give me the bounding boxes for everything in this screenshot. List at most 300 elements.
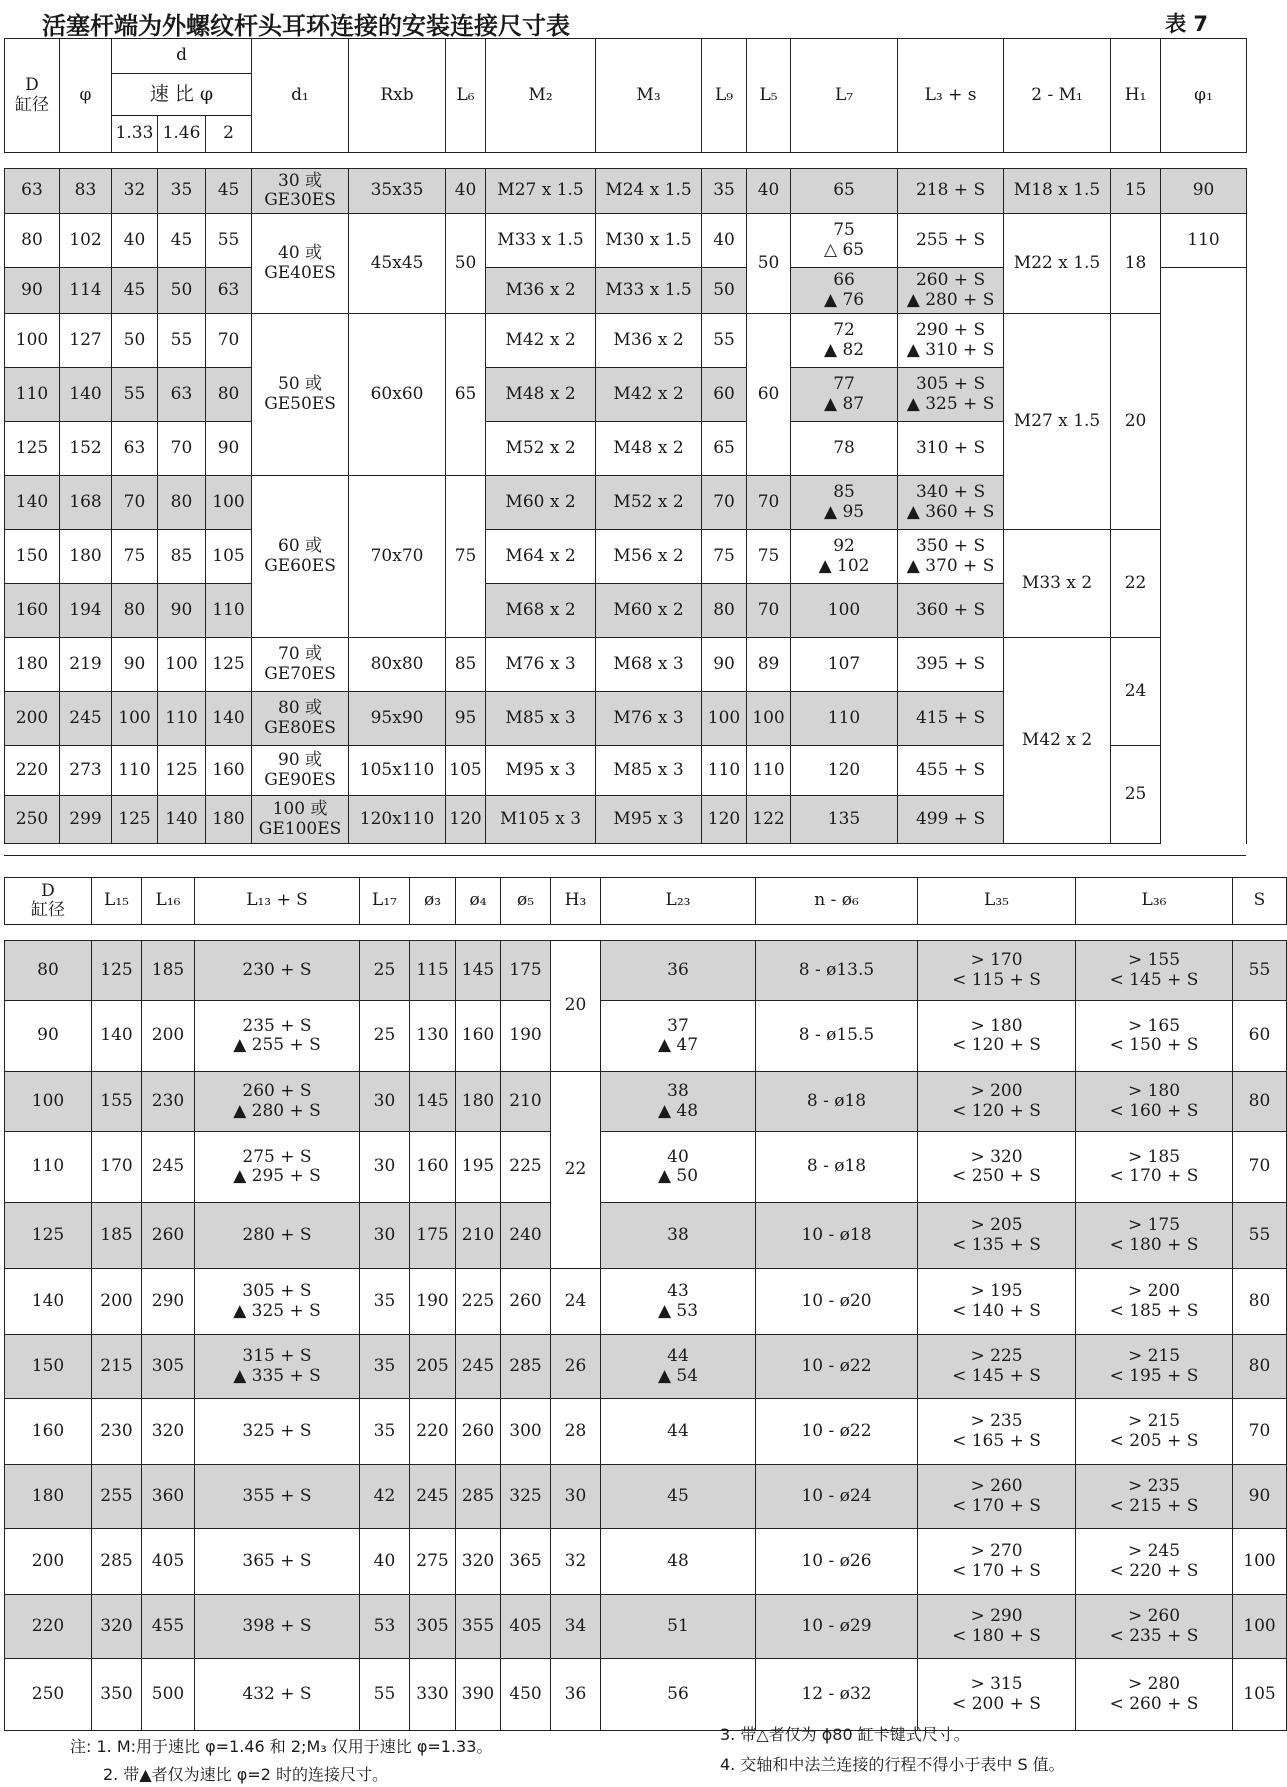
cell: 75 △ 65 bbox=[791, 214, 898, 268]
hdr-phi1: φ₁ bbox=[1161, 39, 1247, 153]
cell: 55 bbox=[1233, 941, 1287, 1001]
cell: 305 + S ▲ 325 + S bbox=[195, 1269, 360, 1335]
cell: 145 bbox=[456, 941, 501, 1001]
cell: 90 bbox=[206, 422, 252, 476]
cell: 35 bbox=[158, 169, 206, 214]
cell: 8 - ø18 bbox=[756, 1132, 918, 1203]
cell: 155 bbox=[92, 1072, 142, 1132]
cell: 140 bbox=[5, 476, 60, 530]
cell: 8 - ø13.5 bbox=[756, 941, 918, 1001]
cell: 60 或 GE60ES bbox=[252, 476, 349, 638]
cell: 40 bbox=[446, 169, 486, 214]
cell: 185 bbox=[142, 941, 195, 1001]
cell: 125 bbox=[206, 638, 252, 692]
cell: 90 bbox=[112, 638, 158, 692]
cell: 42 bbox=[360, 1465, 410, 1529]
cell: 240 bbox=[501, 1203, 551, 1269]
cell: 499 + S bbox=[898, 796, 1004, 844]
cell: M68 x 2 bbox=[486, 584, 596, 638]
cell: M22 x 1.5 bbox=[1004, 214, 1111, 314]
cell: 180 bbox=[206, 796, 252, 844]
hdr-p5: ø₅ bbox=[501, 878, 551, 925]
cell: 330 bbox=[410, 1659, 456, 1731]
cell: 10 - ø20 bbox=[756, 1269, 918, 1335]
cell: 70 bbox=[747, 584, 791, 638]
cell: 125 bbox=[112, 796, 158, 844]
cell: 110 bbox=[747, 746, 791, 796]
cell: > 225 < 145 + S bbox=[918, 1335, 1076, 1399]
cell: 45 bbox=[601, 1465, 756, 1529]
cell: M76 x 3 bbox=[596, 692, 702, 746]
cell: 175 bbox=[501, 941, 551, 1001]
cell: 255 + S bbox=[898, 214, 1004, 268]
cell: 10 - ø18 bbox=[756, 1203, 918, 1269]
cell: 285 bbox=[456, 1465, 501, 1529]
cell: M42 x 2 bbox=[486, 314, 596, 368]
table-row bbox=[5, 314, 1247, 368]
cell: > 170 < 115 + S bbox=[918, 941, 1076, 1001]
cell: 140 bbox=[158, 796, 206, 844]
table-row bbox=[5, 1132, 1287, 1203]
cell: 260 bbox=[142, 1203, 195, 1269]
cell: > 180 < 120 + S bbox=[918, 1001, 1076, 1072]
hdr-H1: H₁ bbox=[1111, 39, 1161, 153]
note-4: 4. 交轴和中法兰连接的行程不得小于表中 S 值。 bbox=[720, 1755, 1065, 1774]
cell: 32 bbox=[551, 1529, 601, 1595]
cell: 299 bbox=[60, 796, 112, 844]
cell: 110 bbox=[112, 746, 158, 796]
hdr-D: D 缸径 bbox=[5, 39, 60, 153]
hdr-p4: ø₄ bbox=[456, 878, 501, 925]
cell: 110 bbox=[5, 368, 60, 422]
cell: 200 bbox=[142, 1001, 195, 1072]
cell: 168 bbox=[60, 476, 112, 530]
cell: 320 bbox=[142, 1399, 195, 1465]
cell: 43 ▲ 53 bbox=[601, 1269, 756, 1335]
cell: 405 bbox=[501, 1595, 551, 1659]
cell: 160 bbox=[410, 1132, 456, 1203]
cell: 55 bbox=[206, 214, 252, 268]
cell: > 175 < 180 + S bbox=[1076, 1203, 1233, 1269]
hdr-M2: M₂ bbox=[486, 39, 596, 153]
cell: 152 bbox=[60, 422, 112, 476]
lower-dimension-table bbox=[4, 877, 1287, 1731]
cell: M36 x 2 bbox=[486, 268, 596, 314]
cell: 80 bbox=[702, 584, 747, 638]
cell: 50 bbox=[446, 214, 486, 314]
cell: 320 bbox=[456, 1529, 501, 1595]
cell: 290 + S ▲ 310 + S bbox=[898, 314, 1004, 368]
cell: M36 x 2 bbox=[596, 314, 702, 368]
cell: 100 或 GE100ES bbox=[252, 796, 349, 844]
cell: 35 bbox=[360, 1269, 410, 1335]
cell: 63 bbox=[158, 368, 206, 422]
table-row bbox=[5, 941, 1287, 1001]
cell: 100 bbox=[206, 476, 252, 530]
cell: 125 bbox=[158, 746, 206, 796]
cell: 34 bbox=[551, 1595, 601, 1659]
cell: 450 bbox=[501, 1659, 551, 1731]
cell: 66 ▲ 76 bbox=[791, 268, 898, 314]
note-1: 注: 1. M:用于速比 φ=1.46 和 2;M₃ 仅用于速比 φ=1.33。 bbox=[70, 1737, 493, 1756]
cell: 180 bbox=[5, 1465, 92, 1529]
cell: 60x60 bbox=[349, 314, 446, 476]
cell: 280 + S bbox=[195, 1203, 360, 1269]
cell: 75 bbox=[702, 530, 747, 584]
cell: 75 bbox=[446, 476, 486, 638]
hdr-L5: L₅ bbox=[747, 39, 791, 153]
cell: 60 bbox=[702, 368, 747, 422]
cell: 90 bbox=[158, 584, 206, 638]
note-2: 2. 带▲者仅为速比 φ=2 时的连接尺寸。 bbox=[103, 1765, 388, 1784]
cell: 245 bbox=[456, 1335, 501, 1399]
cell: 24 bbox=[1111, 638, 1161, 746]
cell: 215 bbox=[92, 1335, 142, 1399]
cell: M60 x 2 bbox=[596, 584, 702, 638]
table-row bbox=[5, 1399, 1287, 1465]
table-row bbox=[5, 1072, 1287, 1132]
cell: M95 x 3 bbox=[486, 746, 596, 796]
cell: > 185 < 170 + S bbox=[1076, 1132, 1233, 1203]
cell: M64 x 2 bbox=[486, 530, 596, 584]
cell: 63 bbox=[5, 169, 60, 214]
cell: 225 bbox=[501, 1132, 551, 1203]
cell: 36 bbox=[551, 1659, 601, 1731]
cell: 30 bbox=[551, 1465, 601, 1529]
cell: 310 + S bbox=[898, 422, 1004, 476]
cell: > 270 < 170 + S bbox=[918, 1529, 1076, 1595]
cell: 190 bbox=[410, 1269, 456, 1335]
cell: 170 bbox=[92, 1132, 142, 1203]
cell: 70 bbox=[1233, 1132, 1287, 1203]
cell: 8 - ø15.5 bbox=[756, 1001, 918, 1072]
hdr-ratio-2: 1.46 bbox=[158, 116, 206, 153]
cell: 110 bbox=[702, 746, 747, 796]
cell: 20 bbox=[551, 941, 601, 1072]
cell: 305 + S ▲ 325 + S bbox=[898, 368, 1004, 422]
cell: 340 + S ▲ 360 + S bbox=[898, 476, 1004, 530]
cell: 315 + S ▲ 335 + S bbox=[195, 1335, 360, 1399]
cell: 220 bbox=[5, 1595, 92, 1659]
cell: 80 bbox=[158, 476, 206, 530]
cell: 150 bbox=[5, 530, 60, 584]
cell: M48 x 2 bbox=[596, 422, 702, 476]
cell: 10 - ø29 bbox=[756, 1595, 918, 1659]
cell: 85 bbox=[446, 638, 486, 692]
cell: 100 bbox=[747, 692, 791, 746]
cell: M52 x 2 bbox=[596, 476, 702, 530]
hdr-S: S bbox=[1233, 878, 1287, 925]
cell: 220 bbox=[5, 746, 60, 796]
cell: 210 bbox=[456, 1203, 501, 1269]
cell: 89 bbox=[747, 638, 791, 692]
cell: 245 bbox=[410, 1465, 456, 1529]
cell: M85 x 3 bbox=[486, 692, 596, 746]
cell: M76 x 3 bbox=[486, 638, 596, 692]
cell: 63 bbox=[206, 268, 252, 314]
cell: 20 bbox=[1111, 314, 1161, 530]
cell: > 195 < 140 + S bbox=[918, 1269, 1076, 1335]
cell: 107 bbox=[791, 638, 898, 692]
cell: 35x35 bbox=[349, 169, 446, 214]
cell: > 235 < 215 + S bbox=[1076, 1465, 1233, 1529]
cell: 75 bbox=[112, 530, 158, 584]
cell: 140 bbox=[5, 1269, 92, 1335]
cell: 90 或 GE90ES bbox=[252, 746, 349, 796]
cell: 18 bbox=[1111, 214, 1161, 314]
hdr-ratio-3: 2 bbox=[206, 116, 252, 153]
table-row bbox=[5, 169, 1247, 214]
hdr-n6: n - ø₆ bbox=[756, 878, 918, 925]
cell: 85 bbox=[158, 530, 206, 584]
hdr-D: D 缸径 bbox=[5, 878, 92, 925]
cell: 45 bbox=[158, 214, 206, 268]
cell: M85 x 3 bbox=[596, 746, 702, 796]
cell: 180 bbox=[60, 530, 112, 584]
cell: 24 bbox=[551, 1269, 601, 1335]
cell: 500 bbox=[142, 1659, 195, 1731]
cell: 275 bbox=[410, 1529, 456, 1595]
cell: 25 bbox=[360, 941, 410, 1001]
cell: > 280 < 260 + S bbox=[1076, 1659, 1233, 1731]
cell: 180 bbox=[5, 638, 60, 692]
cell: 50 bbox=[747, 214, 791, 314]
cell: 102 bbox=[60, 214, 112, 268]
cell: 218 + S bbox=[898, 169, 1004, 214]
cell: 100 bbox=[791, 584, 898, 638]
cell: 235 + S ▲ 255 + S bbox=[195, 1001, 360, 1072]
hdr-L23: L₂₃ bbox=[601, 878, 756, 925]
cell: 80 bbox=[1233, 1335, 1287, 1399]
hdr-L15: L₁₅ bbox=[92, 878, 142, 925]
hdr-L9: L₉ bbox=[702, 39, 747, 153]
cell: > 155 < 145 + S bbox=[1076, 941, 1233, 1001]
cell: 65 bbox=[791, 169, 898, 214]
cell: 10 - ø22 bbox=[756, 1399, 918, 1465]
cell: 51 bbox=[601, 1595, 756, 1659]
cell: 260 + S ▲ 280 + S bbox=[195, 1072, 360, 1132]
cell: 40 ▲ 50 bbox=[601, 1132, 756, 1203]
cell: 432 + S bbox=[195, 1659, 360, 1731]
hdr-L7: L₇ bbox=[791, 39, 898, 153]
table-row bbox=[5, 214, 1247, 268]
cell: 305 bbox=[410, 1595, 456, 1659]
table-row bbox=[5, 1529, 1287, 1595]
cell: 10 - ø26 bbox=[756, 1529, 918, 1595]
cell: 10 - ø24 bbox=[756, 1465, 918, 1529]
cell: 200 bbox=[5, 1529, 92, 1595]
cell: 32 bbox=[112, 169, 158, 214]
cell: 195 bbox=[456, 1132, 501, 1203]
cell: 230 bbox=[142, 1072, 195, 1132]
cell: M68 x 3 bbox=[596, 638, 702, 692]
hdr-p3: ø₃ bbox=[410, 878, 456, 925]
hdr-M3: M₃ bbox=[596, 39, 702, 153]
cell: 415 + S bbox=[898, 692, 1004, 746]
cell: 35 bbox=[360, 1335, 410, 1399]
hdr-d: d bbox=[112, 39, 252, 74]
cell: 26 bbox=[551, 1335, 601, 1399]
hdr-L36: L₃₆ bbox=[1076, 878, 1233, 925]
section-divider bbox=[4, 855, 1246, 856]
cell: 275 + S ▲ 295 + S bbox=[195, 1132, 360, 1203]
cell: 40 bbox=[360, 1529, 410, 1595]
cell: 45x45 bbox=[349, 214, 446, 314]
cell: 40 bbox=[112, 214, 158, 268]
cell: M56 x 2 bbox=[596, 530, 702, 584]
cell: 325 bbox=[501, 1465, 551, 1529]
cell: > 165 < 150 + S bbox=[1076, 1001, 1233, 1072]
cell: > 200 < 185 + S bbox=[1076, 1269, 1233, 1335]
cell: 185 bbox=[92, 1203, 142, 1269]
cell: M27 x 1.5 bbox=[1004, 314, 1111, 530]
cell: 120 bbox=[446, 796, 486, 844]
hdr-Rxb: Rxb bbox=[349, 39, 446, 153]
hdr-phi: φ bbox=[60, 39, 112, 153]
cell: 50 或 GE50ES bbox=[252, 314, 349, 476]
cell: M33 x 1.5 bbox=[486, 214, 596, 268]
cell: M18 x 1.5 bbox=[1004, 169, 1111, 214]
cell: 210 bbox=[501, 1072, 551, 1132]
cell: 260 bbox=[456, 1399, 501, 1465]
cell: 190 bbox=[501, 1001, 551, 1072]
cell: 37 ▲ 47 bbox=[601, 1001, 756, 1072]
cell: 83 bbox=[60, 169, 112, 214]
cell: 120x110 bbox=[349, 796, 446, 844]
table-row bbox=[5, 1335, 1287, 1399]
cell: 150 bbox=[5, 1335, 92, 1399]
spacer-row bbox=[5, 925, 1287, 941]
cell: 50 bbox=[702, 268, 747, 314]
cell: > 200 < 120 + S bbox=[918, 1072, 1076, 1132]
cell: 28 bbox=[551, 1399, 601, 1465]
note-3: 3. 带△者仅为 ϕ80 缸卡键式尺寸。 bbox=[720, 1725, 970, 1744]
cell: 194 bbox=[60, 584, 112, 638]
hdr-L6: L₆ bbox=[446, 39, 486, 153]
cell: 290 bbox=[142, 1269, 195, 1335]
cell: 80 bbox=[1233, 1269, 1287, 1335]
cell: 100 bbox=[702, 692, 747, 746]
cell: 250 bbox=[5, 1659, 92, 1731]
cell: 125 bbox=[5, 1203, 92, 1269]
cell: 140 bbox=[206, 692, 252, 746]
table-row bbox=[5, 1465, 1287, 1529]
cell: 90 bbox=[702, 638, 747, 692]
cell: 80 bbox=[5, 941, 92, 1001]
cell: 70 bbox=[702, 476, 747, 530]
cell: 245 bbox=[142, 1132, 195, 1203]
cell: 160 bbox=[5, 584, 60, 638]
cell: M48 x 2 bbox=[486, 368, 596, 422]
cell: M33 x 2 bbox=[1004, 530, 1111, 638]
cell: 125 bbox=[5, 422, 60, 476]
cell: 160 bbox=[206, 746, 252, 796]
cell: 45 bbox=[112, 268, 158, 314]
cell: > 215 < 205 + S bbox=[1076, 1399, 1233, 1465]
cell: 205 bbox=[410, 1335, 456, 1399]
cell: 80 或 GE80ES bbox=[252, 692, 349, 746]
hdr-L3s: L₃ + s bbox=[898, 39, 1004, 153]
cell: 245 bbox=[60, 692, 112, 746]
cell: 8 - ø18 bbox=[756, 1072, 918, 1132]
cell: 35 bbox=[360, 1399, 410, 1465]
cell: 70 或 GE70ES bbox=[252, 638, 349, 692]
cell: 110 bbox=[206, 584, 252, 638]
cell: 320 bbox=[92, 1595, 142, 1659]
cell: 80 bbox=[206, 368, 252, 422]
cell: M95 x 3 bbox=[596, 796, 702, 844]
cell: 120 bbox=[791, 746, 898, 796]
cell: 285 bbox=[501, 1335, 551, 1399]
cell: 72 ▲ 82 bbox=[791, 314, 898, 368]
cell: 260 + S ▲ 280 + S bbox=[898, 268, 1004, 314]
cell: > 320 < 250 + S bbox=[918, 1132, 1076, 1203]
cell: 250 bbox=[5, 796, 60, 844]
cell: 30 bbox=[360, 1072, 410, 1132]
cell: > 260 < 235 + S bbox=[1076, 1595, 1233, 1659]
cell: 60 bbox=[747, 314, 791, 476]
hdr-L35: L₃₅ bbox=[918, 878, 1076, 925]
cell: 200 bbox=[92, 1269, 142, 1335]
cell: 90 bbox=[5, 268, 60, 314]
cell: 365 + S bbox=[195, 1529, 360, 1595]
cell: 30 bbox=[360, 1132, 410, 1203]
hdr-d1: d₁ bbox=[252, 39, 349, 153]
cell: 85 ▲ 95 bbox=[791, 476, 898, 530]
cell: 56 bbox=[601, 1659, 756, 1731]
cell: 105 bbox=[1233, 1659, 1287, 1731]
cell: 455 bbox=[142, 1595, 195, 1659]
table-number: 表 7 bbox=[1165, 12, 1208, 36]
cell: 455 + S bbox=[898, 746, 1004, 796]
cell: 100 bbox=[158, 638, 206, 692]
cell bbox=[1161, 268, 1247, 844]
cell: > 290 < 180 + S bbox=[918, 1595, 1076, 1659]
table-row bbox=[5, 1659, 1287, 1731]
cell: 80 bbox=[1233, 1072, 1287, 1132]
cell: 80 bbox=[5, 214, 60, 268]
cell: 350 bbox=[92, 1659, 142, 1731]
cell: 40 bbox=[747, 169, 791, 214]
cell: 44 ▲ 54 bbox=[601, 1335, 756, 1399]
table-row bbox=[5, 530, 1247, 584]
cell: 38 ▲ 48 bbox=[601, 1072, 756, 1132]
cell: 75 bbox=[747, 530, 791, 584]
cell: > 245 < 220 + S bbox=[1076, 1529, 1233, 1595]
cell: 30 bbox=[360, 1203, 410, 1269]
hdr-L13s: L₁₃ + S bbox=[195, 878, 360, 925]
cell: 360 + S bbox=[898, 584, 1004, 638]
cell: 92 ▲ 102 bbox=[791, 530, 898, 584]
cell: 65 bbox=[446, 314, 486, 476]
cell: 100 bbox=[5, 1072, 92, 1132]
table-row bbox=[5, 638, 1247, 692]
cell: 105 bbox=[446, 746, 486, 796]
cell: 70 bbox=[112, 476, 158, 530]
cell: 78 bbox=[791, 422, 898, 476]
cell: 55 bbox=[702, 314, 747, 368]
cell: 110 bbox=[5, 1132, 92, 1203]
cell: 70 bbox=[206, 314, 252, 368]
cell: 273 bbox=[60, 746, 112, 796]
cell: M30 x 1.5 bbox=[596, 214, 702, 268]
cell: > 315 < 200 + S bbox=[918, 1659, 1076, 1731]
hdr-ratio-1: 1.33 bbox=[112, 116, 158, 153]
cell: 145 bbox=[410, 1072, 456, 1132]
cell: 90 bbox=[1161, 169, 1247, 214]
hdr-M1: 2 - M₁ bbox=[1004, 39, 1111, 153]
cell: 127 bbox=[60, 314, 112, 368]
